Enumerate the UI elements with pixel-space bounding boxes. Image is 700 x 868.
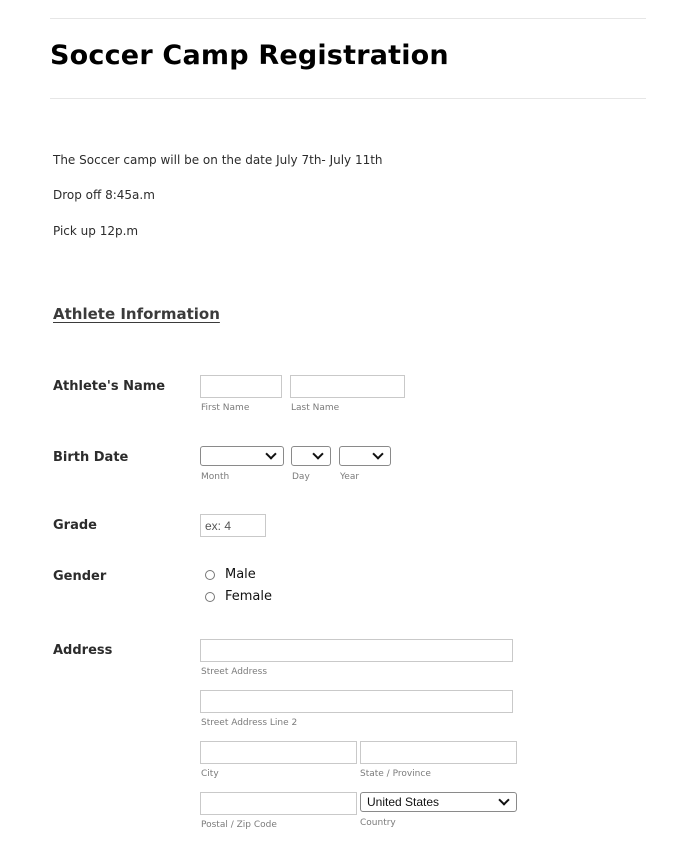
month-sublabel: Month (201, 472, 230, 482)
address-label: Address (53, 643, 113, 658)
city-sublabel: City (201, 769, 219, 779)
section-heading: Athlete Information (53, 305, 220, 323)
street-address-input[interactable] (200, 639, 513, 662)
birth-month-select[interactable] (200, 446, 284, 466)
gender-option-female[interactable] (205, 589, 272, 604)
page-title: Soccer Camp Registration (50, 40, 449, 71)
grade-label: Grade (53, 518, 97, 533)
intro-dropoff-text: Drop off 8:45a.m (53, 188, 155, 202)
first-name-input[interactable] (200, 375, 282, 398)
birth-date-label: Birth Date (53, 450, 129, 465)
street-address-line2-input[interactable] (200, 690, 513, 713)
country-select[interactable] (360, 792, 517, 812)
intro-dates-text: The Soccer camp will be on the date July 7th- July 11th (53, 153, 383, 167)
birth-year-select[interactable] (339, 446, 391, 466)
city-input[interactable] (200, 741, 357, 764)
grade-input[interactable] (200, 514, 266, 537)
athlete-name-label: Athlete's Name (53, 379, 166, 394)
day-sublabel: Day (292, 472, 310, 482)
street-address-sublabel: Street Address (201, 667, 268, 677)
country-value: United States (367, 795, 440, 809)
postal-code-sublabel: Postal / Zip Code (201, 820, 277, 830)
first-name-sublabel: First Name (201, 403, 250, 413)
chevron-down-icon (372, 448, 383, 459)
radio-circle-icon[interactable] (205, 570, 215, 580)
chevron-down-icon (265, 448, 276, 459)
last-name-input[interactable] (290, 375, 405, 398)
state-province-input[interactable] (360, 741, 517, 764)
chevron-down-icon (312, 448, 323, 459)
year-sublabel: Year (340, 472, 360, 482)
last-name-sublabel: Last Name (291, 403, 340, 413)
top-divider (50, 18, 646, 19)
chevron-down-icon (498, 794, 509, 805)
title-divider (50, 98, 646, 99)
postal-code-input[interactable] (200, 792, 357, 815)
gender-option-male[interactable] (205, 567, 256, 582)
gender-label: Gender (53, 569, 107, 584)
radio-circle-icon[interactable] (205, 592, 215, 602)
intro-pickup-text: Pick up 12p.m (53, 224, 139, 238)
birth-day-select[interactable] (291, 446, 331, 466)
gender-option-label: Female (225, 589, 273, 604)
state-province-sublabel: State / Province (360, 769, 431, 779)
country-sublabel: Country (360, 818, 396, 828)
street-address-line2-sublabel: Street Address Line 2 (201, 718, 298, 728)
gender-option-label: Male (225, 567, 256, 582)
